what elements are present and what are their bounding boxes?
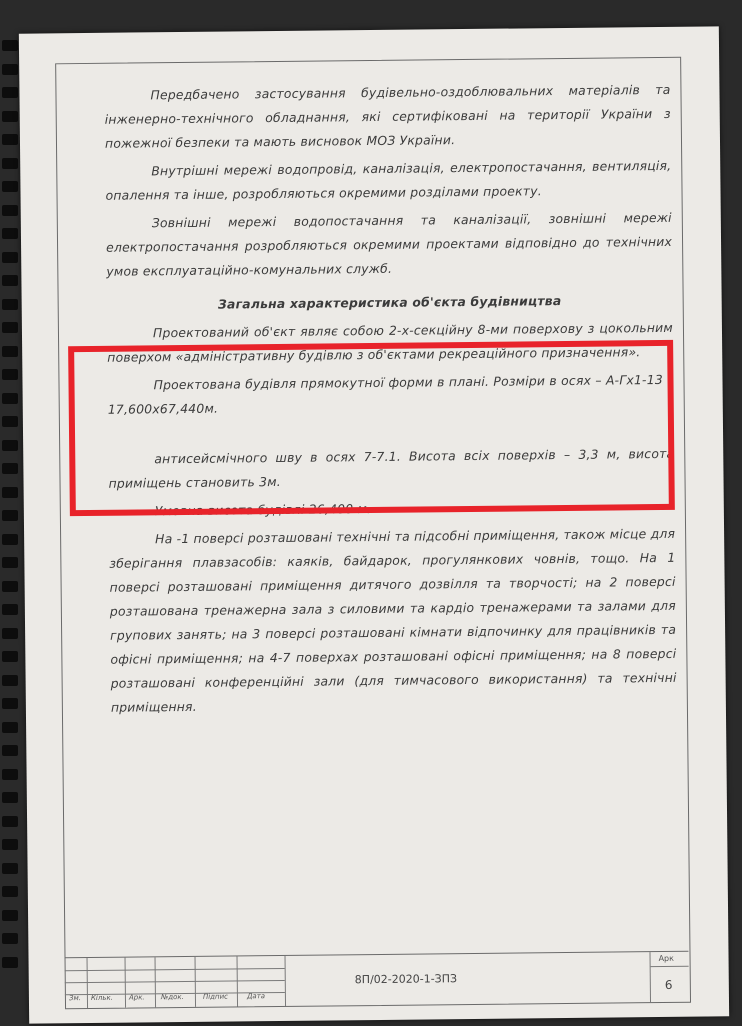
spiral-ring bbox=[2, 40, 18, 51]
paragraph: Проектований об'єкт являє собою 2-х-секційну 8-ми поверхову з цокольним поверхом «адміністративну будівлю з об'єктами рекреаційного призначення». bbox=[107, 319, 674, 365]
spiral-ring bbox=[2, 604, 18, 615]
spiral-ring bbox=[2, 205, 18, 216]
spiral-ring bbox=[2, 698, 18, 709]
spiral-ring bbox=[2, 111, 18, 122]
spiral-ring bbox=[2, 134, 18, 145]
spiral-ring bbox=[2, 487, 18, 498]
page-frame bbox=[55, 57, 691, 1010]
paragraph: Зовнішні мережі водопостачання та каналізації, зовнішні мережі електропостачання розробляються окремими проектами відповідно до технічних умов експлуатаційно-комунальних служб. bbox=[105, 209, 673, 279]
document-code: 8П/02-2020-1-ЗПЗ bbox=[354, 972, 458, 987]
section-heading: Загальна характеристика об'єкта будівництва bbox=[217, 293, 562, 312]
spiral-ring bbox=[2, 275, 18, 286]
tb-label: Кільк. bbox=[90, 993, 113, 1002]
title-block bbox=[65, 951, 689, 1009]
spiral-ring bbox=[2, 557, 18, 568]
document-page bbox=[19, 26, 729, 1023]
spiral-ring bbox=[2, 581, 18, 592]
spiral-ring bbox=[2, 369, 18, 380]
spiral-ring bbox=[2, 957, 18, 968]
spiral-ring bbox=[2, 886, 18, 897]
spiral-ring bbox=[2, 839, 18, 850]
spiral-ring bbox=[2, 816, 18, 827]
tb-label: Зм. bbox=[68, 994, 81, 1003]
paragraph: Проектована будівля прямокутної форми в плані. Розміри в осях – А-Гх1-13 – 17,600х67,440м. bbox=[107, 371, 674, 417]
highlight-box bbox=[68, 340, 675, 516]
paragraph: Внутрішні мережі водопровід, каналізація, електропостачання, вентиляція, опалення та інше, розробляються окремими розділами проекту. bbox=[105, 157, 672, 203]
spiral-ring bbox=[2, 87, 18, 98]
spiral-ring bbox=[2, 910, 18, 921]
spiral-ring bbox=[2, 722, 18, 733]
spiral-ring bbox=[2, 863, 18, 874]
spiral-ring bbox=[2, 675, 18, 686]
spiral-ring bbox=[2, 628, 18, 639]
spiral-ring bbox=[2, 651, 18, 662]
title-block-grid bbox=[65, 956, 286, 1008]
spiral-ring bbox=[2, 252, 18, 263]
spiral-ring bbox=[2, 228, 18, 239]
spiral-ring bbox=[2, 346, 18, 357]
spiral-ring bbox=[2, 393, 18, 404]
spiral-ring bbox=[2, 534, 18, 545]
spiral-ring bbox=[2, 181, 18, 192]
spiral-ring bbox=[2, 769, 18, 780]
spiral-ring bbox=[2, 299, 18, 310]
spiral-ring bbox=[2, 322, 18, 333]
tb-label: №док. bbox=[160, 993, 184, 1002]
spiral-ring bbox=[2, 416, 18, 427]
tb-label: Арк. bbox=[128, 993, 145, 1002]
sheet-box bbox=[649, 952, 689, 1002]
tb-label: Дата bbox=[246, 992, 266, 1001]
tb-label: Підпис bbox=[202, 992, 229, 1001]
paragraph: Умовна висота будівлі 26,400 м. bbox=[154, 501, 372, 519]
spiral-ring bbox=[2, 64, 18, 75]
spiral-ring bbox=[2, 745, 18, 756]
paragraph: антисейсмічного шву в осях 7-7.1. Висота всіх поверхів – 3,3 м, висота приміщень становить 3м. bbox=[108, 445, 675, 491]
sheet-label: Арк bbox=[658, 953, 674, 964]
paragraph: На -1 поверсі розташовані технічні та підсобні приміщення, також місце для зберігання плавзасобів: каяків, байдарок, прогулянкових човнів, тощо. На 1 поверсі розташовані приміщення дитячого дозвілля та творчості; на 2 поверсі розташована тренажерна зала з силовими та кардіо тренажерами та залами для групових занять; на 3 поверсі розташовані кімнати відпочинку для працівників та офісні приміщення; на 4-7 поверхах розташовані офісні приміщення; на 8 поверсі розташовані конференційні зали (для тимчасового використання) та технічні приміщення. bbox=[109, 525, 677, 715]
paragraph: Передбачено застосування будівельно-оздоблювальних матеріалів та інженерно-технічного обладнання, які сертифіковані на території України з пожежної безпеки та мають висновок МОЗ України. bbox=[104, 81, 671, 151]
spiral-ring bbox=[2, 440, 18, 451]
spiral-ring bbox=[2, 158, 18, 169]
spiral-ring bbox=[2, 510, 18, 521]
spiral-ring bbox=[2, 463, 18, 474]
spiral-ring bbox=[2, 792, 18, 803]
sheet-number: 6 bbox=[664, 977, 673, 992]
spiral-ring bbox=[2, 933, 18, 944]
